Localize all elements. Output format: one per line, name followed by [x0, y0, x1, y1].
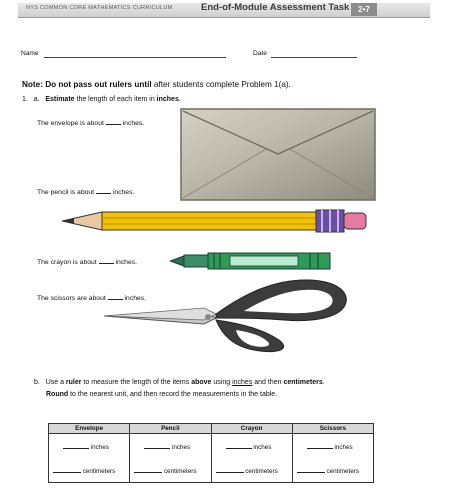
envelope-icon	[180, 108, 376, 201]
pencil-cm-cell[interactable]: centimeters	[130, 458, 211, 483]
date-label: Date	[253, 50, 267, 57]
crayon-icon	[170, 252, 336, 270]
scissors-icon	[104, 274, 356, 354]
envelope-inches-cell[interactable]: inches	[49, 434, 130, 459]
page-title: End-of-Module Assessment Task	[201, 2, 350, 13]
crayon-answer-blank[interactable]	[99, 256, 114, 264]
date-field[interactable]	[271, 57, 357, 58]
header-crayon: Crayon	[211, 424, 292, 434]
scissors-question: The scissors are about inches.	[37, 292, 146, 302]
part-b-line1: b. Use a ruler to measure the length of the items above using inches and then centimeters.	[34, 379, 325, 386]
scissors-inches-cell[interactable]: inches	[292, 434, 373, 459]
crayon-question: The crayon is about inches.	[37, 256, 137, 266]
pencil-icon	[62, 208, 370, 234]
part-b-line2: Round to the nearest unit, and then record the measurements in the table.	[46, 391, 278, 398]
note-text: Note: Do not pass out rulers until after students complete Problem 1(a).	[22, 80, 291, 89]
crayon-inches-cell[interactable]: inches	[211, 434, 292, 459]
envelope-question: The envelope is about inches.	[37, 117, 144, 127]
name-label: Name	[21, 50, 39, 57]
table-row	[49, 458, 374, 483]
module-code-badge: 2•7	[351, 3, 377, 16]
header-scissors: Scissors	[292, 424, 373, 434]
crayon-cm-cell[interactable]: centimeters	[211, 458, 292, 483]
envelope-cm-cell[interactable]: centimeters	[49, 458, 130, 483]
table-row	[49, 434, 374, 459]
scissors-cm-cell[interactable]: centimeters	[292, 458, 373, 483]
pencil-answer-blank[interactable]	[96, 186, 111, 194]
name-field[interactable]	[44, 57, 226, 58]
header-pencil: Pencil	[130, 424, 211, 434]
curriculum-label: NYS COMMON CORE MATHEMATICS CURRICULUM	[26, 5, 173, 11]
header-envelope: Envelope	[49, 424, 130, 434]
pencil-inches-cell[interactable]: inches	[130, 434, 211, 459]
measurement-table	[48, 423, 374, 483]
problem-number: 1. a. Estimate the length of each item in inches.	[22, 96, 181, 103]
envelope-answer-blank[interactable]	[106, 117, 121, 125]
pencil-question: The pencil is about inches.	[37, 186, 134, 196]
